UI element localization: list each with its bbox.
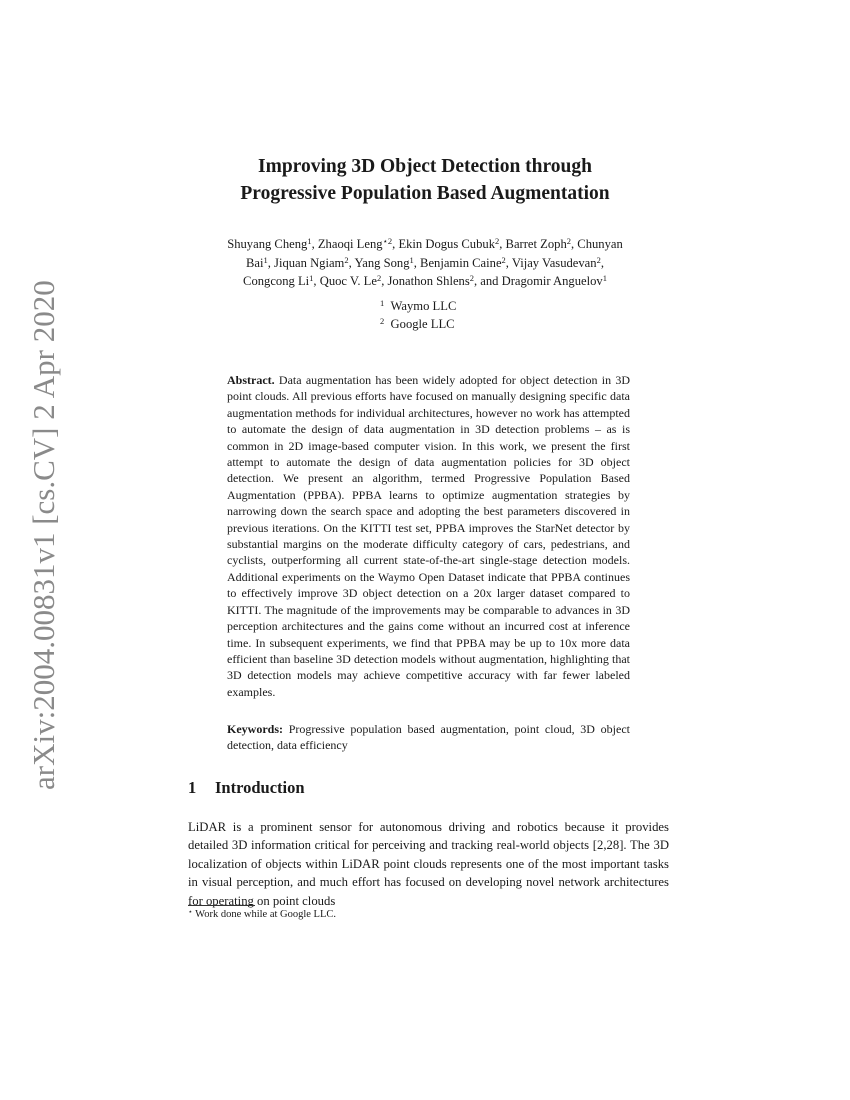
author-line-1: Shuyang Cheng$^1$, Zhaoqi Leng$^{⋆2}$, Ekin Dogus Cubuk$^2$, Barret Zoph$^2$, Chunyan <box>227 236 623 251</box>
arxiv-identifier-stamp <box>14 90 74 790</box>
affiliation-2: $^2$ Google LLC <box>380 316 455 331</box>
abstract-text: Data augmentation has been widely adopted for object detection in 3D point clouds. All previous efforts have focused on manually designing specific data augmentation methods for individual architectures, however no work has attempted to automate the design of data augmentation in 3D detection problems – as is common in 2D image-based computer vision. In this work, we present the first attempt to automate the design of data augmentation policies for 3D object detection. We present an algorithm, termed Progressive Population Based Augmentation (PPBA). PPBA learns to optimize augmentation strategies by narrowing down the search space and adopting the best parameters discovered in previous iterations. On the KITTI test set, PPBA improves the StarNet detector by substantial margins on the moderate difficulty category of cars, pedestrians, and cyclists, outperforming all current state-of-the-art single-stage detection models. Additional experiments on the Waymo Open Dataset indicate that PPBA continues to effectively improve 3D object detection on a 20x larger dataset compared to KITTI. The magnitude of the improvements may be comparable to advances in 3D perception architectures and the gains come without an incurred cost at inference time. In subsequent experiments, we find that PPBA may be up to 10x more data efficient than baseline 3D detection models without augmentation, highlighting that 3D detection models may achieve competitive accuracy with far fewer labeled examples. <box>227 373 631 699</box>
footnote-divider <box>188 905 255 906</box>
section-heading-introduction <box>188 778 305 798</box>
introduction-paragraph: LiDAR is a prominent sensor for autonomous driving and robotics because it provides detailed 3D information critical for perceiving and tracking real-world objects [2,28]. The 3D localization of objects within LiDAR point clouds represents one of the most important tasks in visual perception, and much effort has focused on developing novel network architectures for operating on point clouds <box>188 820 669 908</box>
affiliation-list <box>380 297 580 333</box>
author-line-3: Congcong Li$^1$, Quoc V. Le$^2$, Jonathon Shlens$^2$, and Dragomir Anguelov$^1$ <box>243 273 607 288</box>
keywords-text: Progressive population based augmentation, point cloud, 3D object detection, data efficiency <box>227 722 630 753</box>
title-line-1: Improving 3D Object Detection through <box>257 156 592 177</box>
footnote-mark: ⋆ <box>188 907 193 916</box>
affiliation-1: $^1$ Waymo LLC <box>380 298 457 313</box>
author-list <box>170 235 680 291</box>
keywords-label: Keywords: <box>227 722 283 736</box>
paper-title <box>160 153 690 207</box>
keywords <box>227 721 630 754</box>
section-title: Introduction <box>215 778 305 797</box>
footnote <box>188 908 588 922</box>
footnote-text: Work done while at Google LLC. <box>195 909 337 920</box>
title-line-2: Progressive Population Based Augmentation <box>240 183 610 204</box>
arxiv-stamp-text: arXiv:2004.00831v1 [cs.CV] 2 Apr 2020 <box>26 280 61 790</box>
abstract-label: Abstract. <box>227 373 275 387</box>
author-line-2: Bai$^1$, Jiquan Ngiam$^2$, Yang Song$^1$, Benjamin Caine$^2$, Vijay Vasudevan$^2$, <box>246 254 604 270</box>
abstract <box>227 372 630 700</box>
section-number: 1 <box>188 778 197 797</box>
